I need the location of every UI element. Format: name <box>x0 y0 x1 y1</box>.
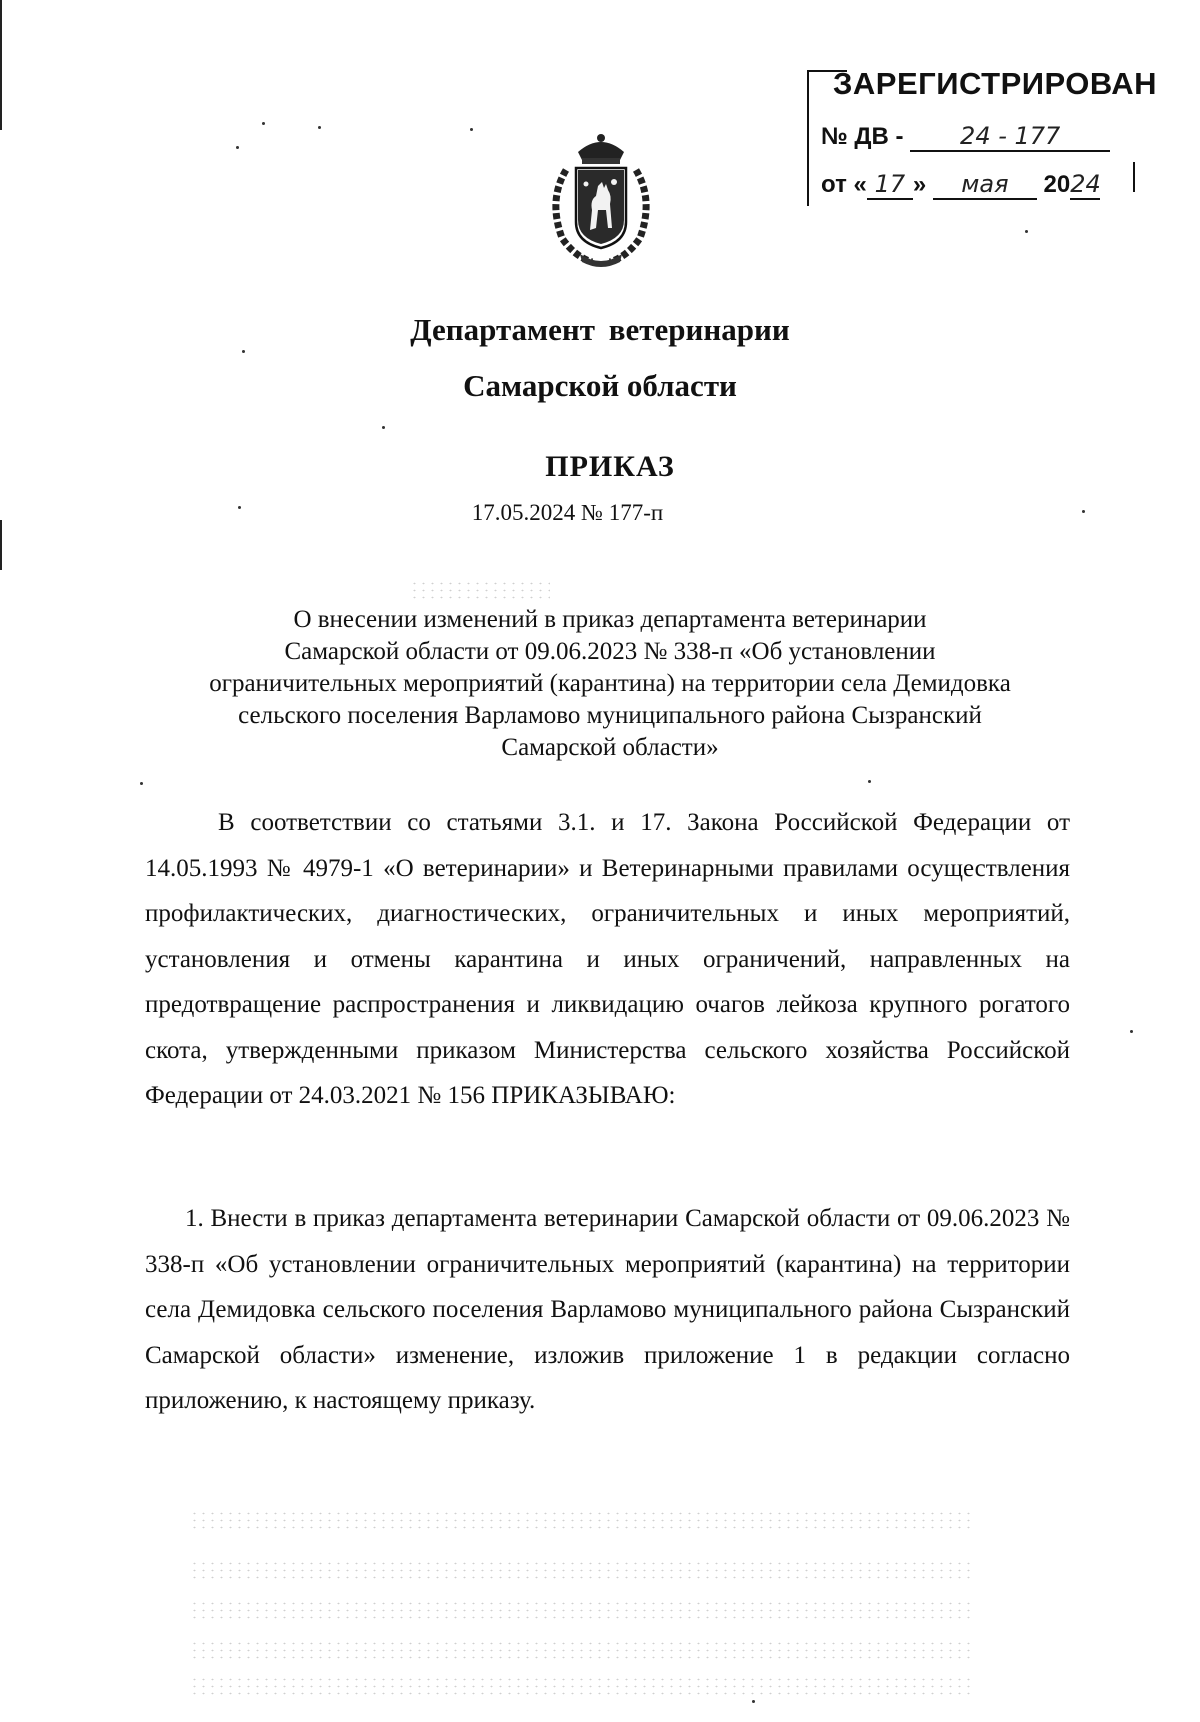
preamble-paragraph: В соответствии со статьями 3.1. и 17. Закона Российской Федерации от 14.05.1993 № 4979-1 «О ветеринарии» и Ветеринарными правилами осуществления профилактических, диагностических, ограничительных и иных мероприятий, установления и отмены карантина и иных ограничений, направленных на предотвращение распространения и ликвидацию очагов лейкоза крупного рогатого скота, утвержденными приказом Министерства сельского хозяйства Российской Федерации от 24.03.2021 № 156 ПРИКАЗЫВАЮ: <box>145 809 1070 1109</box>
document-date-number: 17.05.2024 № 177-п <box>471 500 664 525</box>
document-type: ПРИКАЗ <box>545 450 675 483</box>
stamp-date-line <box>821 170 1100 200</box>
scan-speck <box>752 1700 755 1703</box>
stamp-day-handwritten: 17 <box>867 170 913 200</box>
stamp-border <box>1133 162 1135 192</box>
region-name: Самарской области <box>463 368 737 403</box>
stamp-date-prefix: от « <box>821 171 867 198</box>
scan-speck <box>318 126 321 129</box>
stamp-month-handwritten: мая <box>933 170 1037 200</box>
scan-noise <box>190 1600 970 1622</box>
department-name: Департамент ветеринарии <box>410 312 790 347</box>
scan-speck <box>382 426 385 429</box>
scan-speck <box>470 128 473 131</box>
samara-coat-of-arms-icon <box>540 130 662 272</box>
scan-speck <box>242 350 245 353</box>
subject-line: сельского поселения Варламово муниципального района Сызранский <box>238 702 982 729</box>
scan-noise <box>190 1510 970 1532</box>
scan-noise <box>190 1560 970 1582</box>
stamp-day-close: » <box>912 171 927 198</box>
scan-speck <box>262 122 265 125</box>
scan-speck <box>140 782 143 785</box>
scan-noise <box>410 580 550 602</box>
stamp-year-handwritten: 24 <box>1070 170 1101 198</box>
scan-edge-mark <box>0 520 2 570</box>
stamp-year-prefix: 20 <box>1043 171 1071 198</box>
subject-line: Самарской области» <box>501 734 719 761</box>
scan-speck <box>1130 1030 1133 1033</box>
scan-edge-mark <box>0 0 2 130</box>
stamp-number-prefix: № ДВ - <box>821 123 904 150</box>
document-subject <box>130 604 1090 764</box>
subject-line: ограничительных мероприятий (карантина) на территории села Демидовка <box>209 670 1011 697</box>
subject-line: Самарской области от 09.06.2023 № 338-п «Об установлении <box>284 638 936 665</box>
stamp-title: ЗАРЕГИСТРИРОВАН <box>833 66 1158 101</box>
scan-noise <box>190 1676 970 1698</box>
stamp-number-line <box>821 122 1110 152</box>
stamp-border <box>807 70 809 206</box>
scan-speck <box>868 780 871 783</box>
stamp-number-handwritten: 24 - 177 <box>910 122 1110 152</box>
subject-line: О внесении изменений в приказ департамента ветеринарии <box>293 606 927 633</box>
registration-stamp <box>807 66 1158 214</box>
scan-speck <box>1025 230 1028 233</box>
scan-noise <box>190 1640 970 1662</box>
order-item-1: 1. Внести в приказ департамента ветеринарии Самарской области от 09.06.2023 № 338-п «Об установлении ограничительных мероприятий (карантина) на территории села Демидовка сельского поселения Варламово муниципального района Сызранский Самарской области» изменение, изложив приложение 1 в редакции согласно приложению, к настоящему приказу. <box>145 1205 1070 1414</box>
scan-speck <box>236 146 239 149</box>
